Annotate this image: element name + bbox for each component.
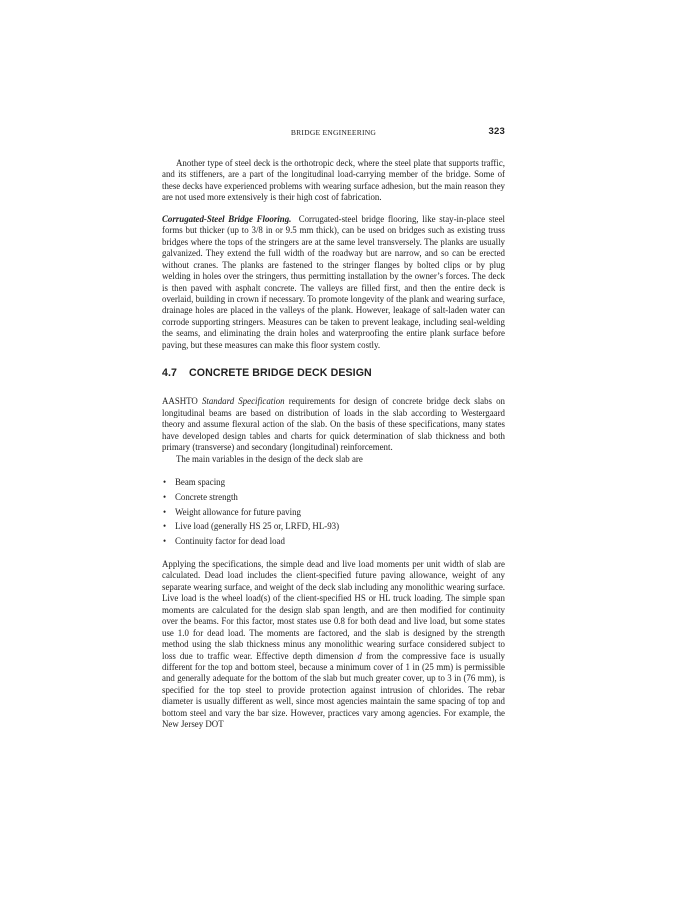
bullet-dot: • [163,536,167,547]
list-item-text: Weight allowance for future paving [175,506,301,517]
paragraph-orthotropic-deck: Another type of steel deck is the orthotropic deck, where the steel plate that supports traffic, and its stiffeners, are a part of the longitudinal load-carrying member of the bridge. Some of these decks have experienced problems with wearing surface adhesion, but the main reason they are not used more extensively is their high cost of fabrication. [162,158,505,203]
run-in-heading: Corrugated-Steel Bridge Flooring. [162,213,292,224]
list-item-text: Continuity factor for dead load [175,536,285,547]
aashto-body: requirements for design of concrete bridge deck slabs on longitudinal beams are based on distribution of loads in the slab according to Westergaard theory and assume flexural action of the slab. On the basis of these specifications, many states have developed design tables and charts for quick determination of slab thickness and both primary (transverse) and secondary (longitudinal) reinforcement. [162,396,505,453]
list-item-text: Live load (generally HS 25 or, LRFD, HL-93) [175,521,340,532]
list-item-text: Concrete strength [175,491,238,502]
paragraph-aashto [162,396,505,453]
running-title: BRIDGE ENGINEERING [290,128,377,137]
paragraph-variables-intro: The main variables in the design of the deck slab are [176,453,363,464]
bullet-dot: • [163,476,167,487]
paragraph-applying-specifications [162,559,505,731]
paragraph-corrugated-steel [162,214,505,351]
corrugated-body-text: Corrugated-steel bridge flooring, like stay-in-place steel forms but thicker (up to 3/8 in or 9.5 mm thick), can be used on bridges such as existing truss bridges where the tops of the stringers are at the same level transversely. The planks are usually galvanized. They extend the full width of the roadway but are narrow, and so can be erected without cranes. The planks are fastened to the stringer flanges by bolted clips or by plug welding in holes over the stringers, thus permitting installation by the owner’s forces. The deck is then paved with asphalt concrete. The valleys are filled first, and then the entire deck is overlaid, building in crown if necessary. To promote longevity of the plank and wearing surface, drainage holes are placed in the valleys of the plank. However, leakage of salt-laden water can corrode supporting stringers. Measures can be taken to prevent leakage, including seal-welding the seams, and eliminating the drain holes and waterproofing the entire plank surface before paving, but these measures can make this floor system costly. [162,213,506,350]
section-title: CONCRETE BRIDGE DECK DESIGN [189,367,372,380]
bullet-dot: • [163,491,167,502]
applying-text-part1: Applying the specifications, the simple dead and live load moments per unit width of slab are calculated. Dead load includes the client-specified future paving allowance, weight of any separate wearing surface, and weight of the deck slab including any monolithic wearing surface. Live load is the wheel load(s) of the client-specified HS or HL truck loading. The simple span moments are calculated for the design slab span length, and are then modified for continuity over the beams. For this factor, most states use 0.8 for both dead and live load, but some states use 1.0 for dead load. The moments are factored, and the slab is designed by the strength method using the slab thickness minus any monolithic wearing surface considered subject to loss due to traffic wear. Effective depth dimension [162,558,505,661]
section-heading [162,367,505,380]
bullet-dot: • [163,521,167,532]
aashto-italic-title: Standard Specification [201,396,285,407]
bullet-list [162,475,505,549]
applying-text-part2: from the compressive face is usually different for the top and bottom steel, because a minimum cover of 1 in (25 mm) is permissible and generally adequate for the bottom of the slab but much greater cover, up to 3 in (76 mm), is specified for the top steel to provide protection against intrusion of chlorides. The rebar diameter is usually different as well, since most agencies maintain the same spacing of top and bottom steel and vary the bar size. However, practices vary among agencies. For example, the New Jersey DOT [162,650,505,730]
page-number: 323 [488,126,505,137]
italic-variable-d: d [357,650,362,661]
book-page [162,126,505,731]
bullet-dot: • [163,506,167,517]
list-item-text: Beam spacing [175,476,226,487]
section-number: 4.7 [162,367,178,380]
list-item [162,490,505,505]
list-item [162,519,505,534]
list-item [162,505,505,520]
running-head [162,126,505,140]
list-item [162,475,505,490]
list-item [162,534,505,549]
aashto-prefix: AASHTO [162,396,202,407]
